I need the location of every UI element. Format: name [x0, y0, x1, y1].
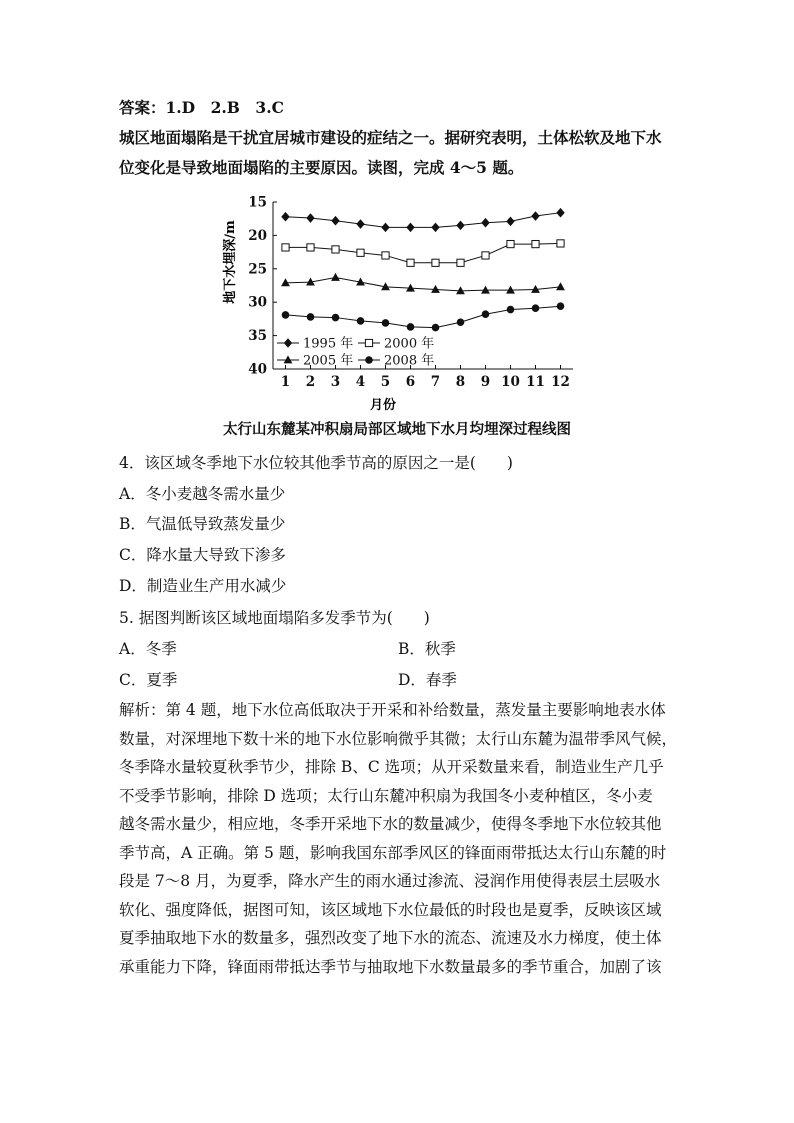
legend-entry: [277, 336, 353, 352]
analysis-line: 软化、强度降低，据图可知，该区域地下水位最低的时段也是夏季，反映该区域: [119, 900, 662, 919]
data-point: [456, 221, 464, 231]
analysis-line: 季节高，A 正确。第 5 题，影响我国东部季风区的锋面雨带抵达太行山东麓的时: [119, 843, 667, 862]
x-tick-label: 4: [355, 374, 366, 390]
data-point: [506, 286, 515, 294]
y-tick-label: 35: [248, 328, 267, 345]
data-point: [331, 216, 339, 226]
series-line: [286, 306, 561, 327]
data-point: [532, 304, 540, 312]
data-point: [557, 302, 565, 310]
data-point: [381, 223, 389, 233]
chart-series: [281, 208, 565, 331]
q5-option-c: C．夏季: [119, 671, 178, 689]
analysis-line: 夏季抽取地下水的数量多，强烈改变了地下水的流态、流速及水力梯度，使土体: [119, 929, 662, 947]
y-tick-label: 20: [248, 227, 267, 244]
chart-caption: 太行山东麓某冲积扇局部区域地下水月均埋深过程线图: [223, 421, 571, 438]
legend-marker: [284, 355, 293, 363]
analysis-line: 段是 7～8 月，为夏季，降水产生的雨水通过渗流、浸润作用使得表层土层吸水: [119, 872, 661, 890]
legend-entry: [358, 353, 434, 369]
q4-option-c: C．降水量大导致下渗多: [119, 546, 286, 564]
data-point: [481, 218, 489, 228]
data-point: [457, 259, 464, 266]
y-tick-label: 40: [248, 361, 267, 378]
groundwater-depth-chart: [220, 192, 580, 418]
q4-stem: 4．该区域冬季地下水位较其他季节高的原因之一是( ): [119, 454, 513, 472]
data-point: [431, 223, 439, 233]
x-tick-label: 7: [430, 374, 441, 390]
analysis-line: 冬季降水量较夏秋季节少，排除 B、C 选项；从开采数量来看，制造业生产几乎: [119, 758, 664, 776]
analysis-line: 不受季节影响，排除 D 选项；太行山东麓冲积扇为我国冬小麦种植区，冬小麦: [119, 786, 653, 805]
analysis-line: 数量，对深埋地下数十米的地下水位影响微乎其微；太行山东麓为温带季风气候，: [119, 729, 678, 748]
x-tick-label: 6: [405, 374, 416, 390]
data-point: [382, 319, 390, 327]
legend-marker: [365, 356, 373, 364]
data-point: [506, 217, 514, 227]
data-point: [557, 240, 564, 247]
data-point: [457, 318, 465, 326]
intro-line-1: 城区地面塌陷是干扰宜居城市建设的症结之一。据研究表明，土体松软及地下水: [119, 128, 662, 147]
x-tick-label: 10: [501, 374, 520, 390]
data-point: [481, 286, 490, 294]
data-point: [531, 211, 539, 221]
x-tick-label: 5: [380, 374, 391, 390]
x-tick-label: 12: [551, 374, 570, 390]
data-point: [556, 208, 564, 218]
q5-stem: 5. 据图判断该区域地面塌陷多发季节为( ): [119, 609, 430, 627]
data-point: [356, 219, 364, 229]
data-point: [406, 223, 414, 233]
series-2005: [281, 273, 565, 294]
data-point: [357, 249, 364, 256]
data-point: [281, 278, 290, 286]
data-point: [281, 212, 289, 222]
data-point: [307, 244, 314, 251]
data-point: [407, 259, 414, 266]
answer-line: 答案：1.D 2.B 3.C: [119, 98, 284, 117]
series-2000: [282, 240, 564, 267]
data-point: [407, 323, 415, 331]
data-point: [282, 244, 289, 251]
y-tick-label: 30: [248, 294, 267, 311]
legend-marker: [284, 338, 292, 348]
q5-option-b: B．秋季: [398, 640, 456, 658]
legend-marker: [365, 339, 372, 346]
legend-label: 2008 年: [384, 353, 435, 369]
x-tick-label: 9: [480, 374, 491, 390]
x-tick-label: 11: [526, 374, 545, 390]
series-line: [286, 243, 561, 262]
y-tick-label: 25: [248, 261, 267, 278]
analysis-line: 承重能力下降，锋面雨带抵达季节与抽取地下水数量最多的季节重合，加剧了该: [119, 957, 662, 976]
data-point: [382, 252, 389, 259]
data-point: [432, 259, 439, 266]
y-tick-label: 15: [248, 194, 267, 211]
data-point: [307, 313, 315, 321]
x-tick-label: 2: [305, 374, 316, 390]
data-point: [507, 240, 514, 247]
series-line: [286, 277, 561, 290]
data-point: [306, 213, 314, 223]
x-tick-label: 3: [330, 374, 341, 390]
data-point: [532, 240, 539, 247]
data-point: [332, 314, 340, 322]
data-point: [507, 306, 515, 314]
analysis-paragraph: [119, 696, 679, 981]
analysis-line: 越冬需水量少，相应地，冬季开采地下水的数量减少，使得冬季地下水位较其他: [119, 815, 662, 833]
q4-option-d: D．制造业生产用水减少: [119, 577, 287, 595]
q4-option-a: A．冬小麦越冬需水量少: [119, 485, 286, 503]
analysis-line: 解析：第 4 题，地下水位高低取决于开采和补给数量，蒸发量主要影响地表水体: [119, 701, 666, 719]
q5-option-a: A．冬季: [119, 640, 177, 658]
data-point: [331, 273, 340, 281]
data-point: [482, 310, 490, 318]
intro-line-2: 位变化是导致地面塌陷的主要原因。读图，完成 4～5 题。: [119, 158, 524, 177]
x-tick-label: 8: [455, 374, 466, 390]
legend-entry: [358, 336, 434, 352]
data-point: [432, 324, 440, 332]
q5-option-d: D．春季: [398, 671, 457, 689]
series-line: [286, 213, 561, 228]
data-point: [556, 282, 565, 290]
legend-label: 1995 年: [303, 336, 354, 352]
x-tick-label: 1: [280, 374, 291, 390]
data-point: [282, 311, 290, 319]
x-axis-label: 月份: [369, 398, 397, 413]
legend-entry: [277, 353, 353, 369]
y-axis-label: 地下水埋深/m: [223, 220, 238, 304]
series-1995: [281, 208, 564, 232]
series-2008: [282, 302, 565, 331]
q4-option-b: B．气温低导致蒸发量少: [119, 515, 286, 533]
data-point: [332, 246, 339, 253]
chart-legend: [277, 336, 434, 369]
legend-label: 2005 年: [303, 353, 354, 369]
data-point: [357, 317, 365, 325]
legend-label: 2000 年: [384, 336, 435, 352]
data-point: [482, 252, 489, 259]
